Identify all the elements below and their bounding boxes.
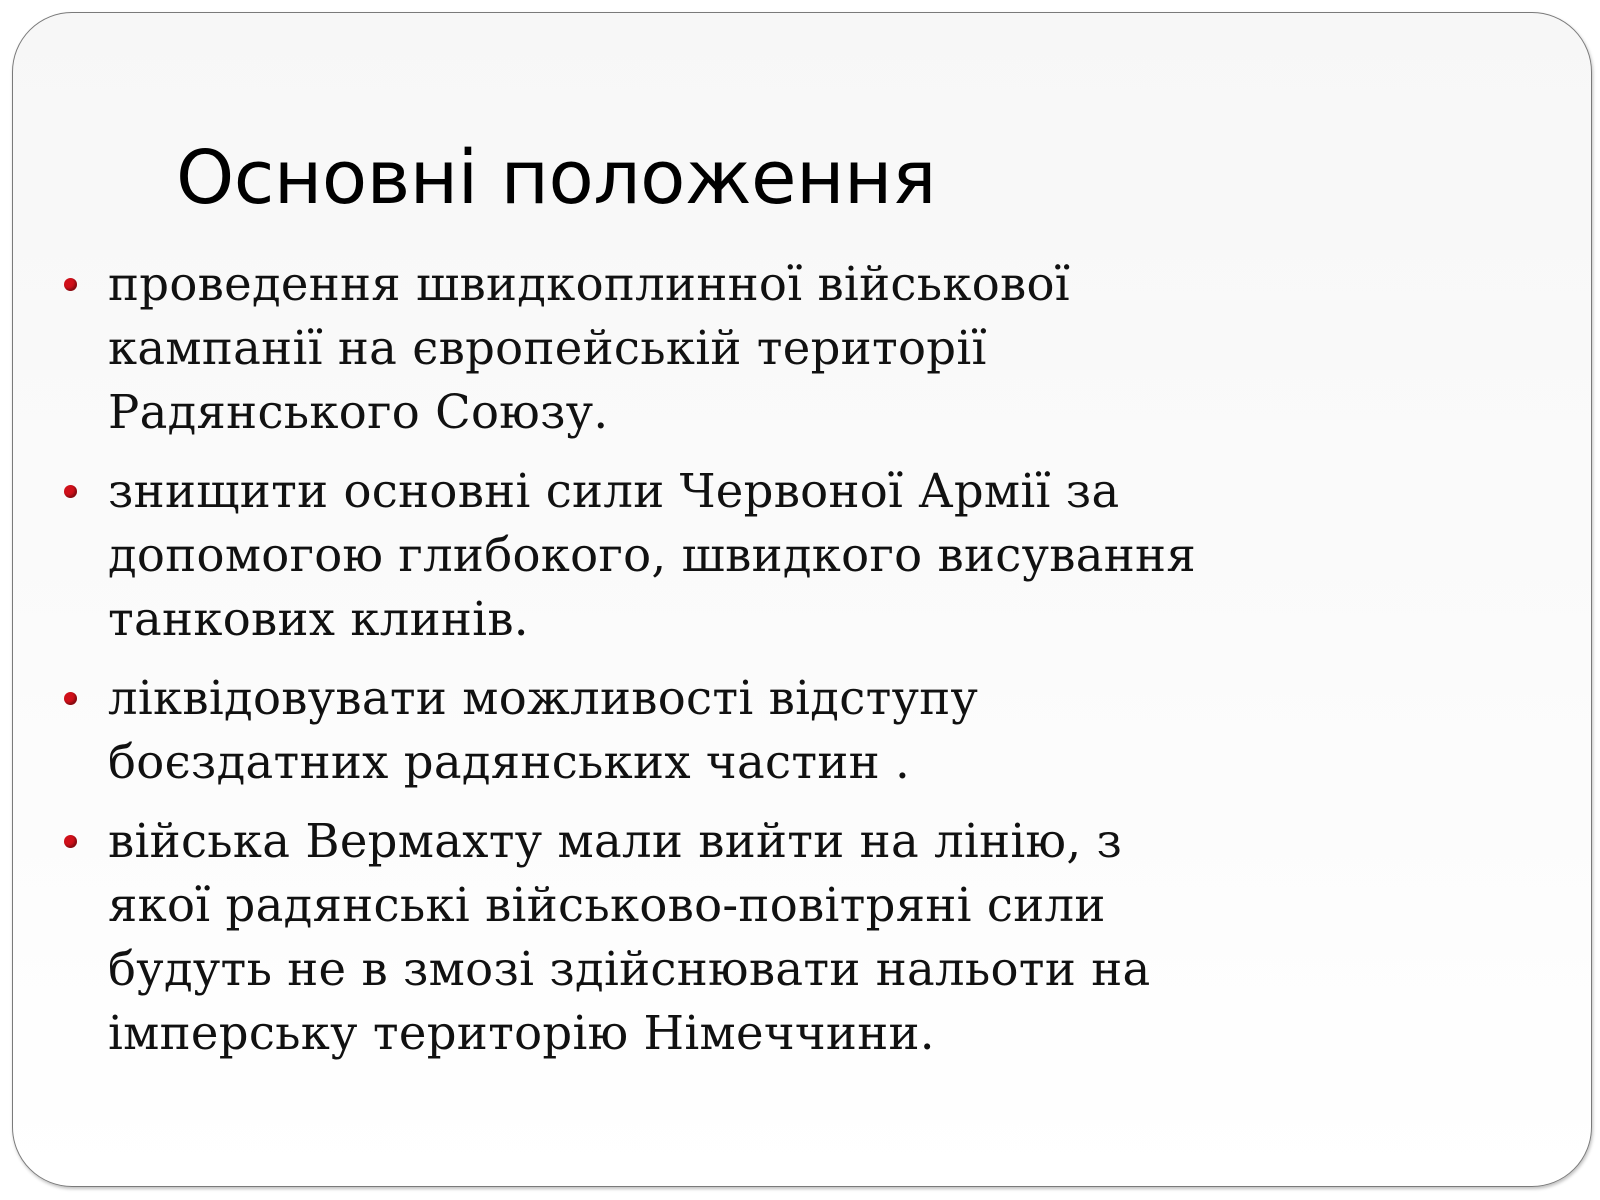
bullet-line: війська Вермахту мали вийти на лінію, з: [108, 814, 1123, 868]
bullet-line: знищити основні сили Червоної Армії за: [108, 464, 1120, 518]
bullet-dot-icon: [64, 692, 77, 705]
bullet-item: [108, 809, 1368, 1065]
bullet-line: Радянського Союзу.: [108, 385, 609, 439]
bullet-line: танкових клинів.: [108, 592, 529, 646]
bullet-line: якої радянські військово-повітряні сили: [108, 878, 1106, 932]
bullet-line: будуть не в змозі здійснювати нальоти на: [108, 942, 1151, 996]
bullet-item: [108, 666, 1368, 794]
bullet-dot-icon: [64, 485, 77, 498]
bullet-dot-icon: [64, 835, 77, 848]
bullet-line: проведення швидкоплинної військової: [108, 257, 1070, 311]
bullet-text: [108, 252, 1368, 444]
bullet-line: ліквідовувати можливості відступу: [108, 671, 979, 725]
bullet-list: [108, 252, 1368, 1080]
bullet-line: боєздатних радянських частин .: [108, 735, 911, 789]
bullet-text: [108, 666, 1368, 794]
bullet-dot-icon: [64, 278, 77, 291]
bullet-line: допомогою глибокого, швидкого висування: [108, 528, 1196, 582]
bullet-item: [108, 459, 1368, 651]
slide-title: Основні положення: [176, 135, 936, 221]
bullet-text: [108, 809, 1368, 1065]
bullet-text: [108, 459, 1368, 651]
bullet-line: імперську територію Німеччини.: [108, 1006, 935, 1060]
bullet-item: [108, 252, 1368, 444]
bullet-line: кампанії на європейській території: [108, 321, 987, 375]
